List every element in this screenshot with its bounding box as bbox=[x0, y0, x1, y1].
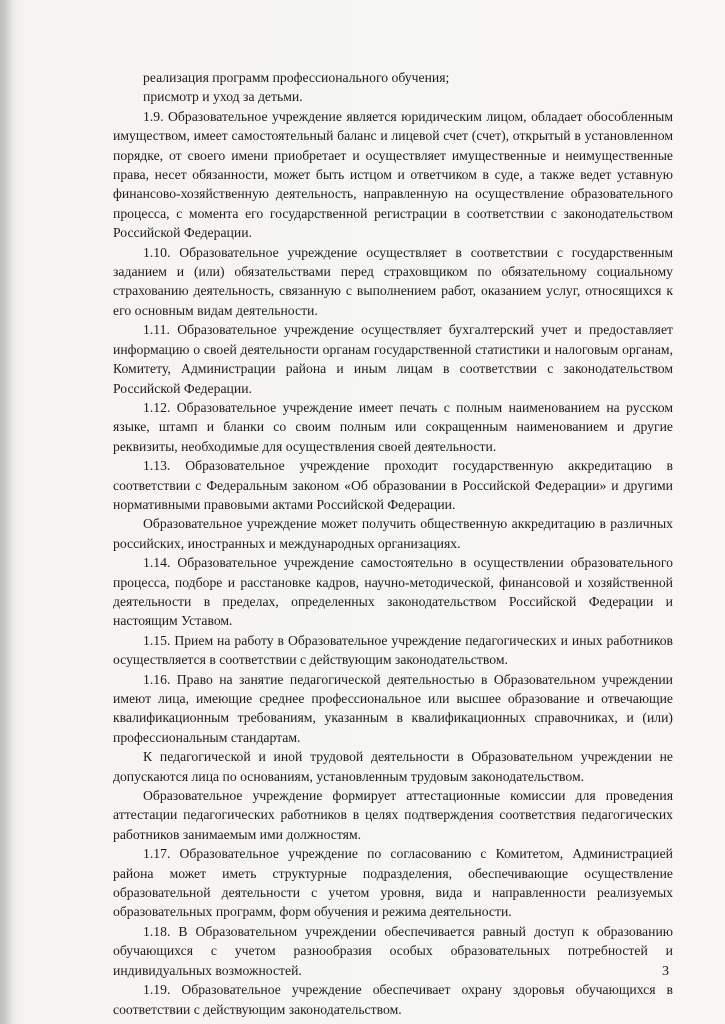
paragraph: К педагогической и иной трудовой деятельности в Образовательном учреждении не допускаются лица по основаниям, установленным трудовым законодательством. bbox=[113, 749, 673, 784]
paragraph: Образовательное учреждение может получить общественную аккредитацию в различных российских, иностранных и международных организациях. bbox=[113, 516, 673, 551]
document-body bbox=[113, 68, 673, 1019]
binding-shadow bbox=[0, 0, 14, 1024]
paragraph: 1.19. Образовательное учреждение обеспечивает охрану здоровья обучающихся в соответствии с действующим законодательством. bbox=[113, 982, 673, 1017]
paragraph: 1.12. Образовательное учреждение имеет печать с полным наименованием на русском языке, штамп и бланки со своим полным или сокращенным наименованием и другие реквизиты, необходимые для осуществления своей деятельности. bbox=[113, 399, 673, 454]
paragraph: 1.15. Прием на работу в Образовательное учреждение педагогических и иных работников осуществляется в соответствии с действующим законодательством. bbox=[113, 632, 673, 668]
page-number: 3 bbox=[662, 964, 669, 979]
paragraph: Образовательное учреждение формирует аттестационные комиссии для проведения аттестации педагогических работников в целях подтверждения соответствия педагогических работников занимаемым ими должностям. bbox=[113, 788, 673, 842]
paragraph: 1.11. Образовательное учреждение осуществляет бухгалтерский учет и предоставляет информацию о своей деятельности органам государственной статистики и налоговым органам, Комитету, Администрации района и иным лицам в соответствии с законодательством Российской Федерации. bbox=[113, 322, 673, 396]
paragraph: реализация программ профессионального обучения; bbox=[143, 70, 450, 85]
paragraph: 1.13. Образовательное учреждение проходит государственную аккредитацию в соответствии с Федеральным законом «Об образовании в Российской Федерации» и другими нормативными правовыми актами Российской Федерации. bbox=[113, 458, 673, 512]
paragraph: 1.16. Право на занятие педагогической деятельностью в Образовательном учреждении имеют лица, имеющие среднее профессиональное или высшее образование и отвечающие квалификационным требованиям, указанным в квалификационных справочниках, и (или) профессиональным стандартам. bbox=[113, 671, 673, 745]
paragraph: 1.18. В Образовательном учреждении обеспечивается равный доступ к образованию обучающихся с учетом разнообразия особых образовательных потребностей и индивидуальных возможностей. bbox=[113, 923, 673, 978]
paragraph: 1.17. Образовательное учреждение по согласованию с Комитетом, Администрацией района может иметь структурные подразделения, обеспечивающие осуществление образовательной деятельности с учетом уровня, вида и направленности реализуемых образовательных программ, форм обучения и режима деятельности. bbox=[113, 846, 673, 920]
paragraph: 1.14. Образовательное учреждение самостоятельно в осуществлении образовательного процесса, подборе и расстановке кадров, научно-методической, финансовой и хозяйственной деятельности в пределах, определенных законодательством Российской Федерации и настоящим Уставом. bbox=[113, 555, 673, 629]
paragraph: присмотр и уход за детьми. bbox=[143, 89, 303, 105]
paragraph: 1.10. Образовательное учреждение осуществляет в соответствии с государственным заданием и (или) обязательствами перед страховщиком по обязательному социальному страхованию деятельность, связанную с выполнением работ, оказанием услуг, относящихся к его основным видам деятельности. bbox=[113, 244, 673, 318]
paragraph: 1.9. Образовательное учреждение является юридическим лицом, обладает обособленным имуществом, имеет самостоятельный баланс и лицевой счет (счет), открытый в установленном порядке, от своего имени приобретает и осуществляет имущественные и неимущественные права, несет обязанности, может быть истцом и ответчиком в суде, а также ведет уставную финансово-хозяйственную деятельность, направленную на осуществление образовательного процесса, с момента его государственной регистрации в соответствии с законодательством Российской Федерации. bbox=[113, 108, 673, 241]
